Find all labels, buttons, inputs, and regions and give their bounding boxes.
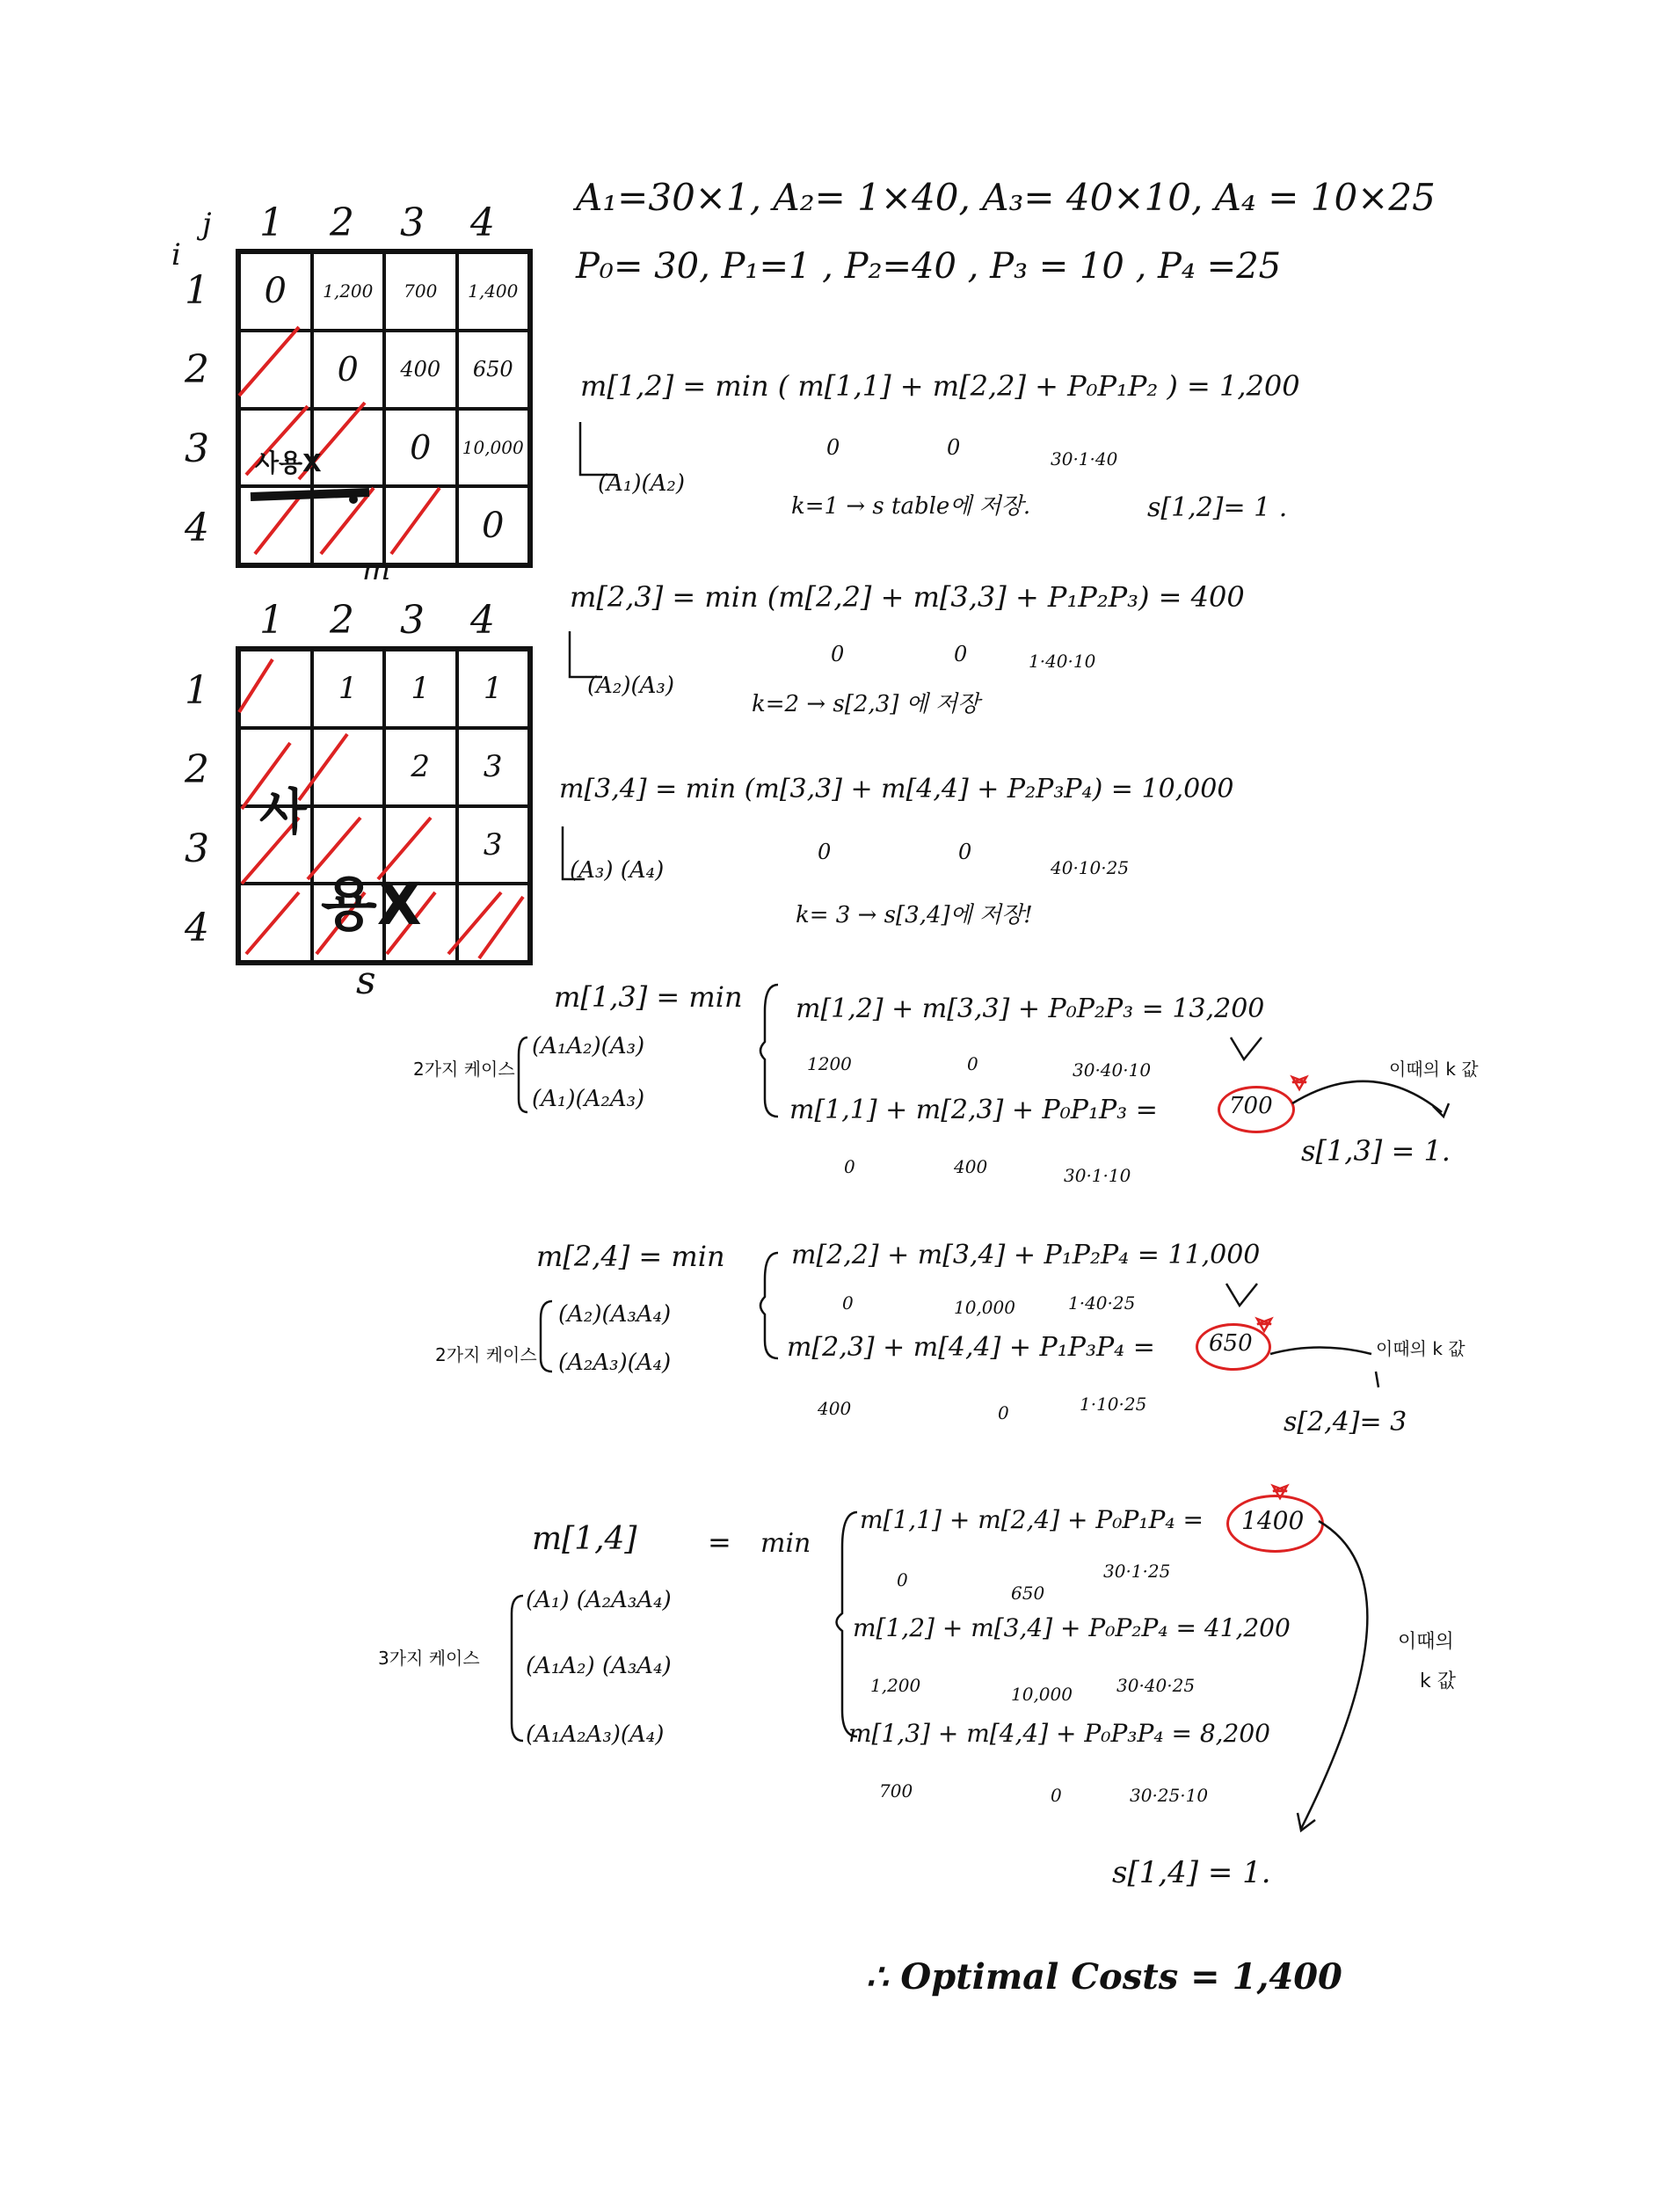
m34-sub: 0 xyxy=(818,840,832,864)
m14-equals: = xyxy=(708,1525,731,1559)
m-col-header-4: 4 xyxy=(470,200,495,245)
m14-line-3: m[1,3] + m[4,4] + P₀P₃P₄ = 8,200 xyxy=(848,1719,1270,1748)
m-cell: 1,200 xyxy=(312,252,385,331)
m14-case-2: (A₁A₂) (A₃A₄) xyxy=(526,1653,672,1679)
m24-s-value: s[2,4]= 3 xyxy=(1284,1407,1407,1437)
m12-sub: 30·1·40 xyxy=(1051,448,1118,469)
m23-parenthesization: (A₂)(A₃) xyxy=(587,673,674,699)
m13-arrow-note: 이때의 k 값 xyxy=(1389,1059,1479,1080)
s-cell: 3 xyxy=(457,806,530,884)
optimal-cost-conclusion: ∴ Optimal Costs = 1,400 xyxy=(866,1956,1342,1998)
m-col-header-3: 3 xyxy=(400,200,425,245)
m24-sub: 400 xyxy=(818,1398,852,1419)
m13-sub: 1200 xyxy=(807,1053,852,1074)
m24-arrow-note: 이때의 k 값 xyxy=(1376,1338,1465,1359)
m14-sub: 30·25·10 xyxy=(1130,1785,1209,1806)
m-row-header-1: 1 xyxy=(185,268,209,313)
s-table-caption: s xyxy=(356,958,376,1003)
m-col-header-2: 2 xyxy=(330,200,354,245)
m14-line-1: m[1,1] + m[2,4] + P₀P₁P₄ = xyxy=(860,1505,1204,1534)
s-cell: 3 xyxy=(457,728,530,806)
m14-sub: 30·40·25 xyxy=(1116,1675,1196,1696)
m34-parenthesization: (A₃) (A₄) xyxy=(570,857,665,884)
matrix-dims: A₁=30×1, A₂= 1×40, A₃= 40×10, A₄ = 10×25 xyxy=(576,176,1436,219)
m14-sub: 650 xyxy=(1011,1583,1045,1604)
m34-equation: m[3,4] = min (m[3,3] + m[4,4] + P₂P₃P₄) = 10,000 xyxy=(559,774,1234,804)
m14-sub: 700 xyxy=(879,1780,913,1801)
m-cell: 1,400 xyxy=(457,252,530,331)
m14-sub: 0 xyxy=(1051,1785,1062,1806)
m24-lhs: m[2,4] = min xyxy=(536,1240,725,1273)
m24-sub: 1·40·25 xyxy=(1068,1292,1136,1314)
m13-s-value: s[1,3] = 1. xyxy=(1301,1134,1451,1168)
m12-k-note: k=1 → s table에 저장. xyxy=(791,493,1031,520)
m13-cases-label: 2가지 케이스 xyxy=(413,1059,515,1080)
m13-sub: 30·1·10 xyxy=(1064,1165,1131,1186)
m13-case-2: (A₁)(A₂A₃) xyxy=(532,1086,645,1112)
s-row-header-2: 2 xyxy=(185,747,209,792)
s-col-header-3: 3 xyxy=(400,598,425,643)
m14-min: min xyxy=(760,1528,811,1559)
s-cell: 1 xyxy=(457,650,530,728)
m23-k-note: k=2 → s[2,3] 에 저장 xyxy=(752,691,980,717)
m-row-header-2: 2 xyxy=(185,347,209,392)
m14-cases-label: 3가지 케이스 xyxy=(378,1648,480,1669)
m24-line-2: m[2,3] + m[4,4] + P₁P₃P₄ = xyxy=(787,1332,1155,1363)
s-cell: 1 xyxy=(312,650,385,728)
m13-min-result: 700 xyxy=(1229,1093,1273,1119)
m23-sub: 1·40·10 xyxy=(1029,651,1096,672)
m14-sub: 1,200 xyxy=(870,1675,921,1696)
m14-case-3: (A₁A₂A₃)(A₄) xyxy=(526,1721,665,1748)
m-col-header-1: 1 xyxy=(259,200,284,245)
s-cell: 2 xyxy=(384,728,457,806)
m-cell: 400 xyxy=(384,331,457,409)
m14-lhs: m[1,4] xyxy=(532,1521,637,1557)
m12-sub: 0 xyxy=(826,435,840,460)
m-cell: 0 xyxy=(239,252,312,331)
m12-parenthesization: (A₁)(A₂) xyxy=(598,470,685,497)
i-label: i xyxy=(171,237,181,273)
m13-sub: 0 xyxy=(967,1053,978,1074)
m-row-header-3: 3 xyxy=(185,426,209,471)
m24-min-result: 650 xyxy=(1209,1330,1253,1357)
s-unused-note-2: 용X xyxy=(321,870,422,938)
m14-sub: 0 xyxy=(897,1569,908,1590)
s-row-header-4: 4 xyxy=(185,906,209,950)
m14-sub: 30·1·25 xyxy=(1103,1561,1171,1582)
s-row-header-1: 1 xyxy=(185,668,209,713)
m-cell: 650 xyxy=(457,331,530,409)
m12-s-value: s[1,2]= 1 . xyxy=(1147,492,1288,523)
m14-sub: 10,000 xyxy=(1011,1684,1073,1705)
m24-cases-label: 2가지 케이스 xyxy=(435,1344,537,1365)
m14-s-value: s[1,4] = 1. xyxy=(1112,1855,1271,1890)
p-values: P₀= 30, P₁=1 , P₂=40 , P₃ = 10 , P₄ =25 xyxy=(576,246,1282,287)
m24-sub: 0 xyxy=(998,1402,1009,1423)
m-table-caption: m xyxy=(362,552,391,587)
m-cell: 0 xyxy=(312,331,385,409)
m14-side-note: k 값 xyxy=(1420,1670,1456,1692)
s-cell: 1 xyxy=(384,650,457,728)
m14-min-result: 1400 xyxy=(1241,1506,1305,1535)
m23-equation: m[2,3] = min (m[2,2] + m[3,3] + P₁P₂P₃) = 400 xyxy=(570,580,1245,614)
s-unused-note-1: 사 xyxy=(259,784,308,841)
m13-line-2: m[1,1] + m[2,3] + P₀P₁P₃ = xyxy=(789,1095,1158,1125)
m14-side-note: 이때의 xyxy=(1398,1631,1454,1653)
m12-sub: 0 xyxy=(947,435,961,460)
s-col-header-2: 2 xyxy=(330,598,354,643)
s-col-header-1: 1 xyxy=(259,598,284,643)
m-row-header-4: 4 xyxy=(185,506,209,550)
m24-sub: 10,000 xyxy=(954,1297,1015,1318)
m24-sub: 1·10·25 xyxy=(1080,1394,1147,1415)
m34-sub: 40·10·25 xyxy=(1051,857,1130,878)
m13-sub: 30·40·10 xyxy=(1073,1059,1152,1081)
m24-line-1: m[2,2] + m[3,4] + P₁P₂P₄ = 11,000 xyxy=(791,1240,1261,1270)
m13-sub: 0 xyxy=(844,1156,855,1177)
m23-sub: 0 xyxy=(831,642,845,666)
m-cell: 700 xyxy=(384,252,457,331)
j-label: j xyxy=(202,207,212,242)
m24-case-1: (A₂)(A₃A₄) xyxy=(558,1301,672,1328)
s-col-header-4: 4 xyxy=(470,598,495,643)
m-cell: 10,000 xyxy=(457,409,530,487)
m13-lhs: m[1,3] = min xyxy=(554,980,743,1014)
m14-case-1: (A₁) (A₂A₃A₄) xyxy=(526,1587,672,1613)
m12-equation: m[1,2] = min ( m[1,1] + m[2,2] + P₀P₁P₂ ) = 1,200 xyxy=(580,369,1300,403)
m-unused-note: 사용X xyxy=(255,448,322,477)
m34-k-note: k= 3 → s[3,4]에 저장! xyxy=(796,902,1033,928)
m14-line-2: m[1,2] + m[3,4] + P₀P₂P₄ = 41,200 xyxy=(853,1613,1291,1642)
m13-line-1: m[1,2] + m[3,3] + P₀P₂P₃ = 13,200 xyxy=(796,993,1265,1024)
m13-sub: 400 xyxy=(954,1156,988,1177)
m24-case-2: (A₂A₃)(A₄) xyxy=(558,1350,672,1376)
m34-sub: 0 xyxy=(958,840,972,864)
s-row-header-3: 3 xyxy=(185,826,209,871)
m24-sub: 0 xyxy=(842,1292,854,1314)
m13-case-1: (A₁A₂)(A₃) xyxy=(532,1033,645,1059)
m-cell: 0 xyxy=(384,409,457,487)
m23-sub: 0 xyxy=(954,642,968,666)
m-cell: 0 xyxy=(457,486,530,564)
